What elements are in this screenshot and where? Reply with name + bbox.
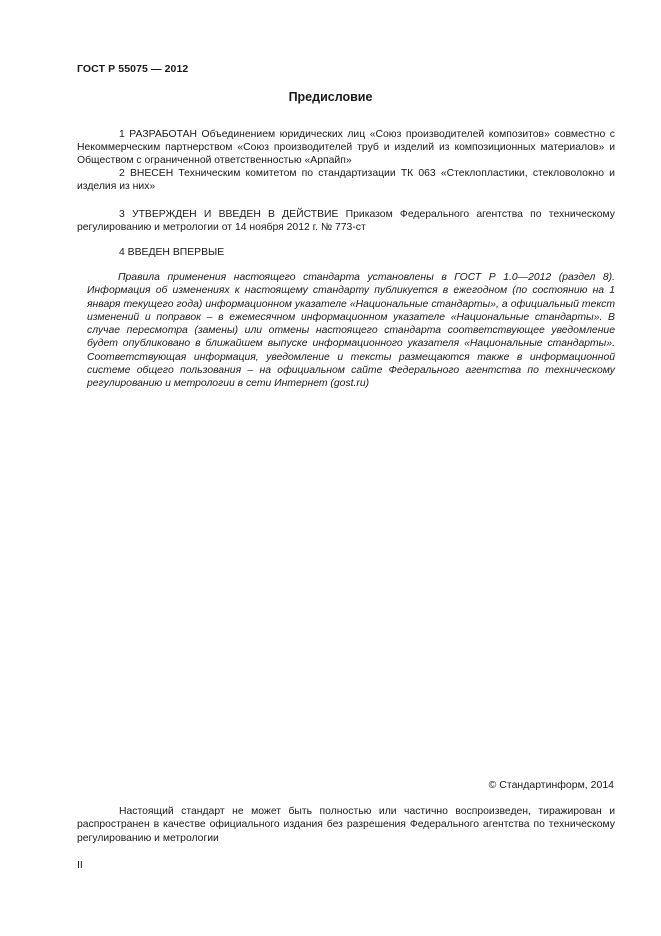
paragraph-developed-by: 1 РАЗРАБОТАН Объединением юридических лиц «Союз производителей композитов» совместно с Некоммерческим партнерством «Союз производителей труб и изделий из композиционных материалов» и Обществом с ограниченной ответственностью «Арпайп» — [77, 129, 615, 167]
paragraph-introduced-by: 2 ВНЕСЕН Техническим комитетом по стандартизации ТК 063 «Стеклопластики, стекловолокно и изделия из них» — [77, 168, 615, 193]
paragraph-approved: 3 УТВЕРЖДЕН И ВВЕДЕН В ДЕЙСТВИЕ Приказом Федерального агентства по техническому регулированию и метрологии от 14 ноября 2012 г. № 773-ст — [77, 209, 615, 234]
copyright-line: © Стандартинформ, 2014 — [488, 779, 614, 791]
page-title: Предисловие — [288, 90, 373, 104]
page-number: II — [77, 859, 83, 871]
paragraph-first-introduced: 4 ВВЕДЕН ВПЕРВЫЕ — [119, 247, 225, 258]
document-code: ГОСТ Р 55075 — 2012 — [77, 63, 189, 75]
application-rules-note: Правила применения настоящего стандарта установлены в ГОСТ Р 1.0—2012 (раздел 8). Информация об изменениях к настоящему стандарту публикуется в ежегодном (по состоянию на 1 января текущего года) информационном указателе «Национальные стандарты», а официальный текст изменений и поправок – в ежемесячном информационном указателе «Национальные стандарты». В случае пересмотра (замены) или отмены настоящего стандарта соответствующее уведомление будет опубликовано в ближайшем выпуске информационного указателя «Национальные стандарты». Соответствующая информация, уведомление и тексты размещаются также в информационной системе общего пользования – на официальном сайте Федерального агентства по техническому регулированию и метрологии в сети Интернет (gost.ru) — [87, 272, 615, 390]
reproduction-notice: Настоящий стандарт не может быть полностью или частично воспроизведен, тиражирован и распространен в качестве официального издания без разрешения Федерального агентства по техническому регулированию и метрологии — [77, 806, 615, 844]
